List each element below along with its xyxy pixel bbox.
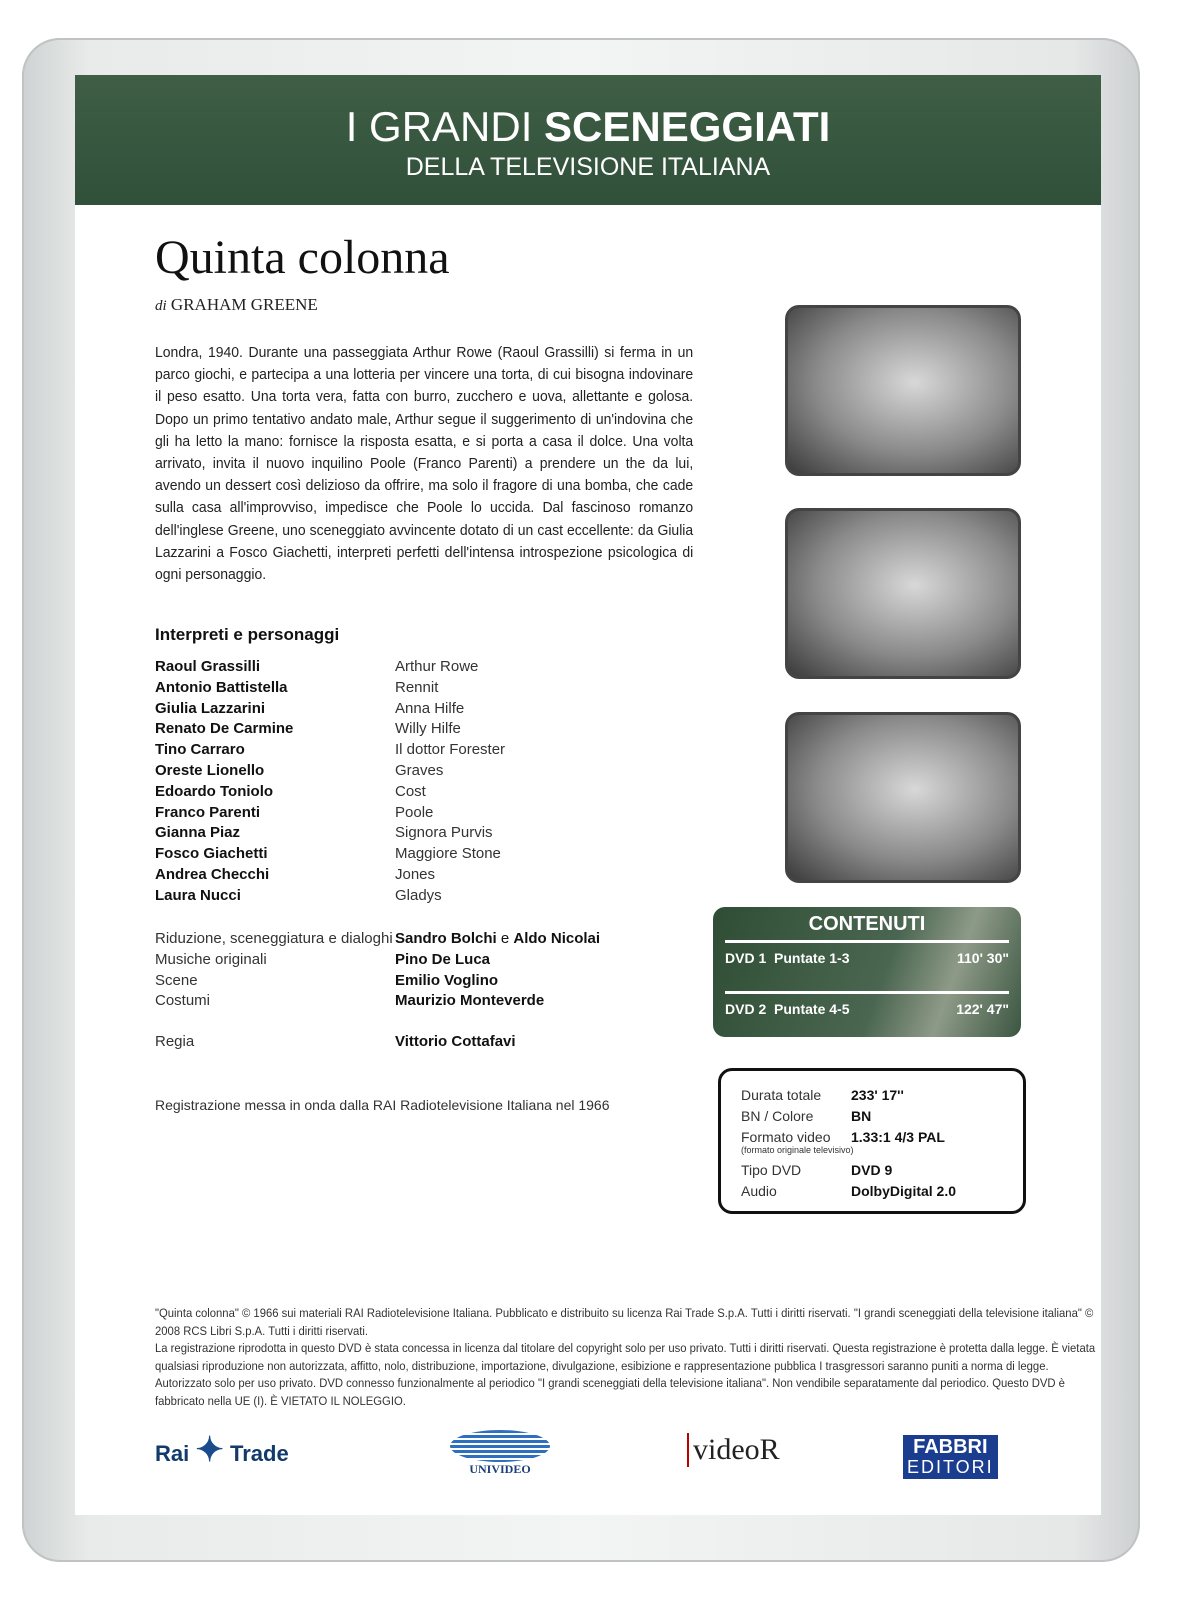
cast-row — [155, 783, 675, 804]
spec-value: DVD 9 — [851, 1162, 893, 1178]
cast-row — [155, 679, 675, 700]
series-title-thin: I GRANDI — [345, 103, 533, 150]
crew-list — [155, 930, 675, 1054]
series-title-bold: SCENEGGIATI — [544, 103, 831, 150]
still-photo-3 — [785, 712, 1021, 883]
crew-label: Costumi — [155, 992, 211, 1010]
fabbri-text: FABBRI — [913, 1436, 988, 1458]
author-name: GRAHAM GREENE — [170, 295, 318, 314]
author-prefix: di — [155, 298, 167, 314]
crew-label: Scene — [155, 971, 198, 989]
disc-row — [713, 998, 1021, 1038]
cast-row — [155, 866, 675, 887]
rai-text: Rai — [155, 1441, 190, 1466]
spec-value: BN — [851, 1108, 872, 1124]
crew-name: Pino De Luca — [395, 950, 491, 968]
actor-name: Giulia Lazzarini — [155, 699, 266, 717]
actor-name: Raoul Grassilli — [155, 658, 261, 675]
crew-row — [155, 930, 675, 951]
disc-duration: 110' 30" — [956, 950, 1009, 966]
trade-text: Trade — [230, 1441, 289, 1466]
spec-label: BN / Colore — [741, 1108, 814, 1124]
spec-value: 1.33:1 4/3 PAL — [851, 1129, 945, 1145]
spec-note: (formato originale televisivo) — [741, 1145, 854, 1155]
role-name: Anna Hilfe — [395, 699, 465, 717]
actor-name: Franco Parenti — [155, 803, 261, 821]
spec-label: Durata totale — [741, 1087, 822, 1103]
crew-label: Musiche originali — [155, 950, 267, 968]
author — [155, 295, 318, 315]
crew-label: Regia — [155, 1033, 195, 1051]
role-name: Cost — [395, 782, 426, 800]
spec-label: Formato video — [741, 1129, 831, 1145]
cast-row — [155, 824, 675, 845]
role-name: Il dottor Forester — [395, 741, 506, 759]
crew-conj: e — [496, 930, 514, 947]
actor-name: Gianna Piaz — [155, 824, 241, 842]
cast-list — [155, 658, 675, 908]
role-name: Rennit — [395, 678, 439, 696]
series-header — [75, 75, 1101, 205]
legal-notice: La registrazione riprodotta in questo DVD è stata concessa in licenza dal titolare del copyright solo per uso privato. Tutti i diritti riservati. Questa registrazione è protetta dalla legge. È vietata qualsiasi riproduzione non autorizzata, affitto, nolo, distribuzione, importazione, divulgazione, esibizione e rappresentazione pubblica I trasgressori saranno puniti a norma di legge. Autorizzato solo per uso privato. DVD connesso funzionalmente al periodico "I grandi sceneggiati della televisione italiana". Non vendibile separatamente dal periodico. Questo DVD è fabbricato nella UE (I). È VIETATO IL NOLEGGIO. — [155, 1341, 1096, 1408]
crew-name-1: Sandro Bolchi — [395, 930, 497, 947]
video-r-logo: videoR — [687, 1433, 780, 1467]
cover-sheet — [75, 75, 1101, 1515]
crew-name: Emilio Voglino — [395, 971, 499, 989]
cast-row — [155, 804, 675, 825]
crew-row — [155, 951, 675, 972]
contents-box — [713, 907, 1021, 1037]
cast-row — [155, 845, 675, 866]
cast-row — [155, 658, 675, 679]
role-name: Willy Hilfe — [395, 720, 461, 738]
series-subtitle: DELLA TELEVISIONE ITALIANA — [405, 153, 771, 181]
univideo-logo — [450, 1430, 550, 1477]
disc-label: DVD 1 — [725, 950, 767, 966]
legal-text — [155, 1305, 1101, 1410]
still-photo-1 — [785, 305, 1021, 476]
spec-value: 233' 17'' — [851, 1087, 904, 1103]
cast-row — [155, 741, 675, 762]
crew-name: Maurizio Monteverde — [395, 992, 545, 1010]
crew-name — [395, 930, 600, 947]
broadcast-note: Registrazione messa in onda dalla RAI Radiotelevisione Italiana nel 1966 — [155, 1097, 610, 1113]
actor-name: Laura Nucci — [155, 886, 241, 904]
legal-copyright: "Quinta colonna" © 1966 sui materiali RAI Radiotelevisione Italiana. Pubblicato e distribuito su licenza Rai Trade S.p.A. Tutti i diritti riservati. "I grandi sceneggiati della televisione italiana" © 2008 RCS Libri S.p.A. Tutti i diritti riservati. — [155, 1306, 1094, 1338]
specs-box — [718, 1068, 1026, 1214]
crew-name: Vittorio Cottafavi — [395, 1033, 516, 1051]
disc-label: DVD 2 — [725, 1001, 767, 1017]
role-name: Arthur Rowe — [395, 658, 479, 675]
spec-label: Audio — [741, 1183, 777, 1199]
actor-name: Tino Carraro — [155, 741, 245, 759]
rai-trade-logo: Rai ✦ Trade — [155, 1431, 289, 1469]
cast-row — [155, 720, 675, 741]
role-name: Signora Purvis — [395, 824, 493, 842]
crew-row — [155, 1033, 675, 1054]
synopsis: Londra, 1940. Durante una passeggiata Arthur Rowe (Raoul Grassilli) si ferma in un parco giochi, e partecipa a una lotteria per vincere una torta, di cui bisogna indovinare il peso esatto. Una torta vera, fatta con burro, zucchero e uova, allettante e golosa. Dopo un primo tentativo andato male, Arthur segue il suggerimento di un'indovina che gli ha letto la mano: fornisce la risposta esatta, e si porta a casa il dolce. Una volta arrivato, invita il nuovo inquilino Poole (Franco Parenti) a prendere un the da lui, avendo un dessert così delizioso da offrire, ma solo il fragore di una bomba, che cade sulla casa all'improvviso, impedisce che Poole lo uccida. Dal fascinoso romanzo dell'inglese Greene, uno sceneggiato avvincente dotato di un cast eccellente: da Giulia Lazzarini a Fosco Giachetti, interpreti perfetti dell'intensa introspezione psicologica di ogni personaggio. — [155, 344, 694, 584]
actor-name: Fosco Giachetti — [155, 845, 268, 863]
actor-name: Andrea Checchi — [155, 865, 270, 883]
spec-value: DolbyDigital 2.0 — [851, 1183, 957, 1199]
disc-duration: 122' 47" — [956, 1001, 1009, 1017]
actor-name: Edoardo Toniolo — [155, 782, 274, 800]
fabbri-editori-logo — [903, 1435, 998, 1479]
disc-episodes: Puntate 1-3 — [774, 950, 850, 966]
role-name: Poole — [395, 803, 434, 821]
cast-heading: Interpreti e personaggi — [155, 625, 340, 644]
actor-name: Oreste Lionello — [155, 761, 265, 779]
actor-name: Renato De Carmine — [155, 720, 294, 738]
page-title: Quinta colonna — [155, 231, 450, 284]
still-photo-2 — [785, 508, 1021, 679]
cast-row — [155, 887, 675, 908]
cast-row — [155, 762, 675, 783]
disc-episodes: Puntate 4-5 — [774, 1001, 850, 1017]
cast-row — [155, 700, 675, 721]
crew-label: Riduzione, sceneggiatura e dialoghi — [155, 930, 393, 947]
spec-label: Tipo DVD — [741, 1162, 802, 1178]
crew-name-2: Aldo Nicolai — [513, 930, 601, 947]
role-name: Gladys — [395, 886, 442, 904]
contents-title: CONTENUTI — [808, 913, 926, 935]
actor-name: Antonio Battistella — [155, 678, 288, 696]
disc-row — [713, 947, 1021, 987]
editori-text: EDITORI — [907, 1457, 994, 1477]
crew-row — [155, 972, 675, 993]
role-name: Maggiore Stone — [395, 845, 501, 863]
role-name: Graves — [395, 761, 444, 779]
crew-row — [155, 992, 675, 1013]
univideo-text: UNIVIDEO — [469, 1462, 531, 1476]
role-name: Jones — [395, 865, 436, 883]
